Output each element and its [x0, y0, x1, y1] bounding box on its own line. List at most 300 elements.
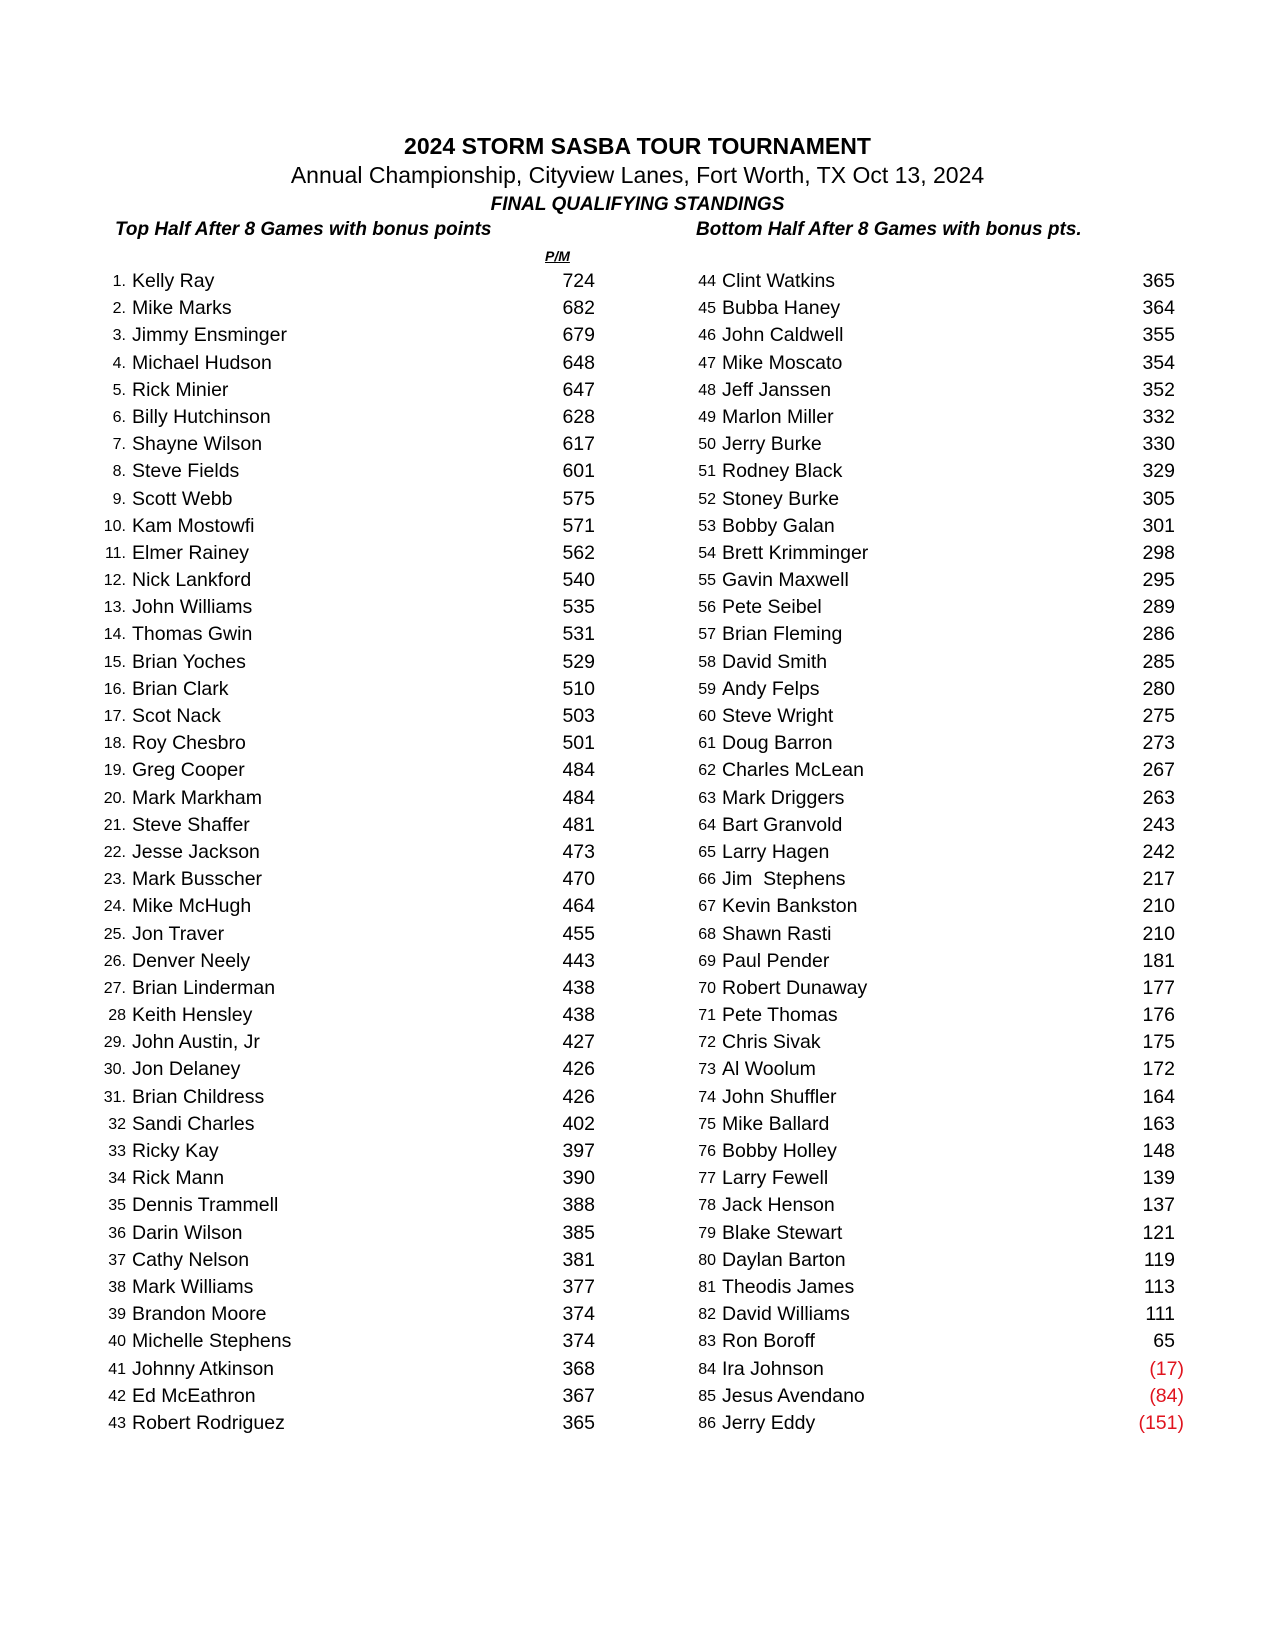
score-value: 601	[562, 460, 595, 483]
list-item	[0, 1056, 620, 1083]
score-value: 562	[562, 541, 595, 564]
bowler-name: Robert Rodriguez	[132, 1411, 285, 1434]
score-value: 368	[562, 1357, 595, 1380]
rank-number: 74	[698, 1088, 716, 1106]
bowler-name: Jon Delaney	[132, 1058, 241, 1081]
bowler-name: Thomas Gwin	[132, 623, 253, 646]
score-value: 181	[1142, 949, 1175, 972]
list-item	[640, 322, 1200, 349]
score-value: 285	[1142, 650, 1175, 673]
score-value: 390	[562, 1167, 595, 1190]
rank-number: 83	[698, 1333, 716, 1351]
score-value: 365	[1142, 270, 1175, 292]
bowler-name: David Smith	[722, 650, 828, 673]
list-item	[640, 486, 1200, 513]
list-item	[640, 948, 1200, 975]
list-item	[640, 621, 1200, 648]
rank-number: 23.	[103, 871, 126, 889]
rank-number: 28	[108, 1007, 126, 1025]
bowler-name: Blake Stewart	[722, 1221, 843, 1244]
bowler-name: Kelly Ray	[132, 270, 215, 292]
score-value: 111	[1145, 1303, 1175, 1326]
rank-number: 48	[698, 381, 716, 399]
rank-number: 16.	[103, 680, 126, 698]
score-value: 263	[1142, 786, 1175, 809]
bowler-name: Theodis James	[722, 1275, 855, 1298]
list-item	[640, 1084, 1200, 1111]
score-value: 177	[1142, 976, 1175, 999]
list-item	[0, 649, 620, 676]
score-value: (17)	[1149, 1357, 1184, 1380]
list-item	[640, 1002, 1200, 1029]
rank-number: 9.	[112, 490, 126, 508]
list-item	[640, 540, 1200, 567]
standings-label: FINAL QUALIFYING STANDINGS	[490, 194, 785, 215]
score-value: 481	[562, 813, 595, 836]
rank-number: 49	[698, 408, 716, 426]
bowler-name: Brian Childress	[132, 1085, 265, 1108]
score-value: 298	[1142, 541, 1175, 564]
rank-number: 41	[108, 1360, 126, 1378]
score-value: 443	[562, 949, 595, 972]
rank-number: 45	[698, 300, 716, 318]
rank-number: 31.	[103, 1088, 126, 1106]
rank-number: 56	[698, 599, 716, 617]
rank-number: 17.	[103, 708, 126, 725]
score-value: 529	[562, 650, 595, 673]
list-item	[640, 975, 1200, 1002]
list-item	[640, 1220, 1200, 1247]
score-value: 397	[562, 1140, 595, 1162]
rank-number: 19.	[103, 762, 126, 780]
rank-number: 18.	[103, 735, 126, 753]
list-item	[0, 1192, 620, 1219]
bowler-name: Jerry Eddy	[722, 1411, 816, 1434]
list-item	[640, 866, 1200, 893]
rank-number: 34	[108, 1170, 126, 1188]
bowler-name: Mike Ballard	[722, 1112, 830, 1135]
list-item	[640, 1192, 1200, 1219]
list-item	[640, 839, 1200, 866]
score-value: 65	[1153, 1330, 1175, 1353]
rank-number: 21.	[103, 816, 126, 834]
rank-number: 84	[698, 1360, 716, 1378]
rank-number: 75	[698, 1115, 716, 1133]
score-value: (151)	[1138, 1411, 1184, 1434]
bowler-name: Dennis Trammell	[132, 1194, 279, 1217]
score-value: 535	[562, 596, 595, 619]
rank-number: 4.	[112, 354, 126, 372]
score-value: 280	[1142, 677, 1175, 700]
rank-number: 52	[698, 490, 716, 508]
list-item	[0, 893, 620, 920]
bowler-name: Greg Cooper	[132, 759, 245, 782]
rank-number: 40	[108, 1333, 126, 1351]
list-item	[0, 513, 620, 540]
list-item	[640, 1356, 1200, 1383]
list-item	[640, 268, 1200, 295]
score-value: 210	[1142, 922, 1175, 945]
score-value: 367	[562, 1384, 595, 1407]
tournament-title: 2024 STORM SASBA TOUR TOURNAMENT	[404, 133, 871, 159]
rank-number: 86	[698, 1414, 716, 1432]
list-item	[0, 1328, 620, 1355]
bowler-name: David Williams	[722, 1303, 850, 1326]
bowler-name: Robert Dunaway	[722, 976, 868, 999]
score-value: 364	[1142, 297, 1175, 320]
score-value: 295	[1142, 569, 1175, 592]
score-value: 377	[562, 1275, 595, 1298]
rank-number: 10.	[103, 517, 126, 535]
list-item	[0, 948, 620, 975]
list-item	[640, 404, 1200, 431]
score-value: 137	[1142, 1194, 1175, 1217]
bowler-name: Brian Linderman	[132, 976, 276, 999]
list-item	[640, 431, 1200, 458]
rank-number: 62	[698, 762, 716, 780]
score-value: 217	[1142, 868, 1175, 891]
list-item	[640, 893, 1200, 920]
bowler-name: Kevin Bankston	[722, 895, 858, 918]
bowler-name: Paul Pender	[722, 949, 830, 972]
list-item	[640, 1383, 1200, 1410]
list-item	[640, 567, 1200, 594]
bowler-name: Bubba Haney	[722, 297, 841, 320]
rank-number: 12.	[103, 572, 126, 590]
rank-number: 14.	[103, 626, 126, 644]
rank-number: 70	[698, 979, 716, 997]
list-item	[0, 1002, 620, 1029]
bowler-name: Marlon Miller	[722, 405, 834, 428]
list-item	[0, 1410, 620, 1437]
rank-number: 39	[108, 1306, 126, 1324]
rank-number: 60	[698, 708, 716, 725]
bowler-name: Larry Hagen	[722, 840, 830, 863]
score-value: 647	[562, 378, 595, 401]
list-item	[0, 486, 620, 513]
bottom-half-heading: Bottom Half After 8 Games with bonus pts.	[696, 219, 1082, 240]
bowler-name: Bobby Holley	[722, 1140, 837, 1162]
list-item	[640, 1056, 1200, 1083]
bowler-name: Mark Driggers	[722, 786, 845, 809]
rank-number: 58	[698, 653, 716, 671]
rank-number: 6.	[112, 408, 126, 426]
score-value: 374	[562, 1330, 595, 1353]
score-value: 388	[562, 1194, 595, 1217]
list-item	[0, 431, 620, 458]
rank-number: 22.	[103, 843, 126, 861]
bowler-name: Mark Busscher	[132, 868, 263, 891]
rank-number: 54	[698, 544, 716, 562]
list-item	[640, 594, 1200, 621]
bowler-name: Doug Barron	[722, 732, 833, 755]
score-value: 473	[562, 840, 595, 863]
bowler-name: Mark Markham	[132, 786, 263, 809]
list-item	[0, 866, 620, 893]
score-value: 176	[1142, 1004, 1175, 1027]
list-item	[640, 812, 1200, 839]
bowler-name: Mike Marks	[132, 297, 232, 320]
score-value: 139	[1142, 1167, 1175, 1190]
list-item	[0, 295, 620, 322]
score-value: 242	[1142, 840, 1175, 863]
rank-number: 68	[698, 925, 716, 943]
list-item	[0, 812, 620, 839]
rank-number: 33	[108, 1143, 126, 1160]
bowler-name: Rick Minier	[132, 378, 229, 401]
list-item	[0, 1274, 620, 1301]
rank-number: 2.	[112, 300, 126, 318]
score-value: 628	[562, 405, 595, 428]
bowler-name: Scott Webb	[132, 487, 233, 510]
list-item	[640, 377, 1200, 404]
bowler-name: Ed McEathron	[132, 1384, 256, 1407]
bowler-name: Jerry Burke	[722, 433, 822, 456]
score-value: 163	[1142, 1112, 1175, 1135]
bowler-name: Chris Sivak	[722, 1031, 821, 1054]
rank-number: 71	[698, 1007, 716, 1025]
score-value: 402	[562, 1112, 595, 1135]
bowler-name: Jimmy Ensminger	[132, 324, 287, 347]
rank-number: 61	[698, 735, 716, 753]
bowler-name: Shawn Rasti	[722, 922, 832, 945]
rank-number: 1.	[112, 273, 126, 290]
bowler-name: Pete Seibel	[722, 596, 822, 619]
rank-number: 85	[698, 1387, 716, 1405]
bowler-name: Michelle Stephens	[132, 1330, 292, 1353]
score-value: 121	[1142, 1221, 1175, 1244]
bowler-name: Jon Traver	[132, 922, 225, 945]
score-value: 243	[1142, 813, 1175, 836]
rank-number: 78	[698, 1197, 716, 1215]
bowler-name: Darin Wilson	[132, 1221, 243, 1244]
score-value: 273	[1142, 732, 1175, 755]
score-value: 484	[562, 759, 595, 782]
bowler-name: Mike Moscato	[722, 351, 843, 374]
top-half-list	[0, 268, 620, 1437]
score-value: 724	[562, 270, 595, 292]
score-value: 381	[562, 1248, 595, 1271]
score-value: 210	[1142, 895, 1175, 918]
rank-number: 13.	[103, 599, 126, 617]
list-item	[640, 1301, 1200, 1328]
list-item	[640, 649, 1200, 676]
rank-number: 69	[698, 952, 716, 970]
bowler-name: Kam Mostowfi	[132, 514, 255, 537]
score-value: 617	[562, 433, 595, 456]
bowler-name: Jack Henson	[722, 1194, 835, 1217]
rank-number: 27.	[103, 979, 126, 997]
rank-number: 30.	[103, 1061, 126, 1079]
score-value: 531	[562, 623, 595, 646]
list-item	[0, 676, 620, 703]
rank-number: 81	[698, 1278, 716, 1296]
score-value: 332	[1142, 405, 1175, 428]
rank-number: 64	[698, 816, 716, 834]
list-item	[640, 703, 1200, 730]
list-item	[0, 621, 620, 648]
bowler-name: Brett Krimminger	[722, 541, 869, 564]
score-value: 329	[1142, 460, 1175, 483]
bowler-name: Al Woolum	[722, 1058, 816, 1081]
rank-number: 5.	[112, 381, 126, 399]
score-value: 438	[562, 1004, 595, 1027]
list-item	[0, 377, 620, 404]
list-item	[0, 921, 620, 948]
bowler-name: Brandon Moore	[132, 1303, 267, 1326]
list-item	[0, 1301, 620, 1328]
list-item	[0, 1138, 620, 1165]
rank-number: 15.	[103, 653, 126, 671]
score-value: 470	[562, 868, 595, 891]
list-item	[640, 676, 1200, 703]
bowler-name: Brian Fleming	[722, 623, 843, 646]
score-value: 175	[1142, 1031, 1175, 1054]
score-value: 301	[1142, 514, 1175, 537]
list-item	[0, 458, 620, 485]
rank-number: 72	[698, 1034, 716, 1052]
list-item	[0, 975, 620, 1002]
bowler-name: Bart Granvold	[722, 813, 843, 836]
bowler-name: Stoney Burke	[722, 487, 840, 510]
rank-number: 80	[698, 1251, 716, 1269]
list-item	[0, 1220, 620, 1247]
rank-number: 50	[698, 436, 716, 454]
score-value: 455	[562, 922, 595, 945]
list-item	[0, 350, 620, 377]
list-item	[0, 1383, 620, 1410]
rank-number: 32	[108, 1115, 126, 1133]
rank-number: 46	[698, 327, 716, 345]
score-value: 510	[562, 677, 595, 700]
rank-number: 67	[698, 898, 716, 916]
rank-number: 76	[698, 1143, 716, 1160]
bowler-name: Jim Stephens	[722, 868, 846, 891]
list-item	[0, 1029, 620, 1056]
rank-number: 24.	[103, 898, 126, 916]
rank-number: 3.	[112, 327, 126, 345]
list-item	[0, 1247, 620, 1274]
list-item	[640, 1247, 1200, 1274]
bottom-half-list	[640, 268, 1200, 1437]
rank-number: 57	[698, 626, 716, 644]
rank-number: 63	[698, 789, 716, 807]
list-item	[0, 594, 620, 621]
bowler-name: Mark Williams	[132, 1275, 254, 1298]
score-value: 679	[562, 324, 595, 347]
rank-number: 20.	[103, 789, 126, 807]
score-value: 374	[562, 1303, 595, 1326]
rank-number: 79	[698, 1224, 716, 1242]
bowler-name: Scot Nack	[132, 705, 221, 727]
bowler-name: Keith Hensley	[132, 1004, 253, 1027]
score-value: 682	[562, 297, 595, 320]
bowler-name: Bobby Galan	[722, 514, 835, 537]
list-item	[640, 757, 1200, 784]
rank-number: 11.	[104, 544, 126, 562]
list-item	[0, 730, 620, 757]
bowler-name: Roy Chesbro	[132, 732, 246, 755]
bowler-name: Brian Yoches	[132, 650, 246, 673]
score-value: 267	[1142, 759, 1175, 782]
list-item	[640, 730, 1200, 757]
bowler-name: Jesse Jackson	[132, 840, 260, 863]
list-item	[0, 785, 620, 812]
score-column-label: P/M	[545, 248, 570, 264]
bowler-name: Nick Lankford	[132, 569, 252, 592]
rank-number: 59	[698, 680, 716, 698]
score-value: 352	[1142, 378, 1175, 401]
bowler-name: Steve Wright	[722, 705, 834, 727]
top-half-heading: Top Half After 8 Games with bonus points	[115, 219, 492, 240]
score-value: 426	[562, 1058, 595, 1081]
bowler-name: Sandi Charles	[132, 1112, 255, 1135]
bowler-name: Brian Clark	[132, 677, 229, 700]
list-item	[640, 458, 1200, 485]
list-item	[0, 1111, 620, 1138]
rank-number: 35	[108, 1197, 126, 1215]
rank-number: 65	[698, 843, 716, 861]
bowler-name: Clint Watkins	[722, 270, 836, 292]
score-value: 385	[562, 1221, 595, 1244]
list-item	[0, 540, 620, 567]
rank-number: 73	[698, 1061, 716, 1079]
list-item	[0, 404, 620, 431]
rank-number: 66	[698, 871, 716, 889]
rank-number: 55	[698, 572, 716, 590]
rank-number: 82	[698, 1306, 716, 1324]
list-item	[0, 268, 620, 295]
list-item	[0, 1084, 620, 1111]
bowler-name: Steve Fields	[132, 460, 240, 483]
list-item	[640, 1165, 1200, 1192]
bowler-name: Rodney Black	[722, 460, 843, 483]
score-value: 540	[562, 569, 595, 592]
rank-number: 37	[108, 1251, 126, 1269]
bowler-name: Pete Thomas	[722, 1004, 838, 1027]
bowler-name: Cathy Nelson	[132, 1248, 250, 1271]
list-item	[640, 1410, 1200, 1437]
list-item	[0, 1165, 620, 1192]
list-item	[640, 921, 1200, 948]
rank-number: 77	[698, 1170, 716, 1188]
score-value: (84)	[1149, 1384, 1184, 1407]
bowler-name: Jeff Janssen	[722, 378, 832, 401]
bowler-name: John Austin, Jr	[132, 1031, 260, 1054]
score-value: 275	[1142, 705, 1175, 727]
bowler-name: Michael Hudson	[132, 351, 272, 374]
list-item	[0, 703, 620, 730]
bowler-name: Elmer Rainey	[132, 541, 250, 564]
bowler-name: Rick Mann	[132, 1167, 225, 1190]
rank-number: 51	[698, 463, 716, 481]
bowler-name: Steve Shaffer	[132, 813, 250, 836]
score-value: 286	[1142, 623, 1175, 646]
bowler-name: Jesus Avendano	[722, 1384, 865, 1407]
tournament-subtitle: Annual Championship, Cityview Lanes, Fort Worth, TX Oct 13, 2024	[290, 162, 985, 188]
bowler-name: Daylan Barton	[722, 1248, 846, 1271]
bowler-name: Ira Johnson	[722, 1357, 824, 1380]
score-value: 503	[562, 705, 595, 727]
list-item	[640, 1111, 1200, 1138]
rank-number: 29.	[103, 1034, 126, 1052]
bowler-name: John Shuffler	[722, 1085, 837, 1108]
rank-number: 25.	[103, 925, 126, 943]
score-value: 330	[1142, 433, 1175, 456]
score-value: 575	[562, 487, 595, 510]
list-item	[640, 1274, 1200, 1301]
score-value: 113	[1143, 1275, 1175, 1298]
